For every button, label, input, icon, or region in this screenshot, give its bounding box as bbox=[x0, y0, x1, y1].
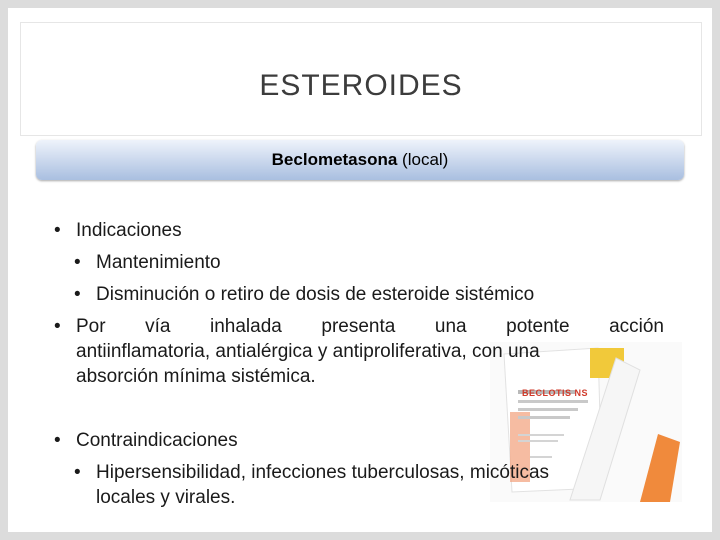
item-inhalada-line3: absorción mínima sistémica. bbox=[76, 366, 316, 387]
slide-title: ESTEROIDES bbox=[259, 69, 463, 102]
subtitle-drug: Beclometasona bbox=[271, 150, 398, 169]
slide bbox=[8, 8, 712, 532]
bullet-marker: • bbox=[54, 220, 61, 241]
item-inhalada-line1: Por vía inhalada presenta una potente acción bbox=[76, 316, 664, 337]
item-disminucion: Disminución o retiro de dosis de esteroide sistémico bbox=[96, 284, 535, 305]
item-hipersensibilidad-line2: locales y virales. bbox=[96, 487, 236, 508]
item-contraindicaciones: Contraindicaciones bbox=[76, 430, 238, 451]
bullet-marker: • bbox=[54, 430, 61, 451]
item-hipersensibilidad-line1: Hipersensibilidad, infecciones tuberculosas, micóticas bbox=[96, 462, 550, 483]
subtitle-qualifier: (local) bbox=[397, 150, 449, 169]
product-brand-label: BECLOTIS NS bbox=[522, 388, 589, 398]
item-inhalada-line2: antiinflamatoria, antialérgica y antiproliferativa, con una bbox=[76, 341, 540, 362]
bullet-marker: • bbox=[74, 284, 81, 305]
bullet-marker: • bbox=[54, 316, 61, 337]
slide-body bbox=[8, 8, 712, 532]
bullet-marker: • bbox=[74, 462, 81, 483]
bullet-marker: • bbox=[74, 252, 81, 273]
item-indicaciones: Indicaciones bbox=[76, 220, 182, 241]
item-mantenimiento: Mantenimiento bbox=[96, 252, 221, 273]
